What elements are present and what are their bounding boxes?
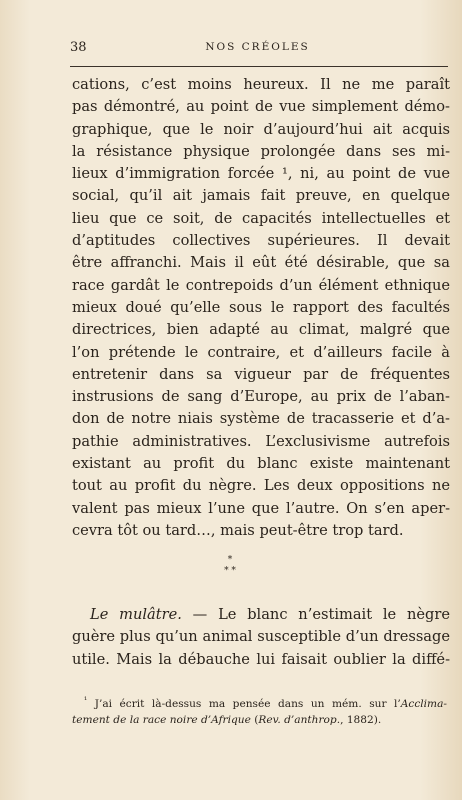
text-line: cations, c’est moins heureux. Il ne me paraît: [72, 76, 450, 93]
text-line: cevra tôt ou tard…, mais peut-être trop tard.: [72, 521, 404, 539]
running-title: NOS CRÉOLES: [205, 41, 310, 53]
footnote-line: tement de la race noire d’Afrique (Rev. d’anthrop., 1882).: [72, 714, 382, 726]
section-paragraph: [72, 604, 450, 671]
footnote-marker: ¹: [84, 695, 88, 705]
running-head: [70, 40, 445, 60]
body-paragraph: [72, 74, 450, 542]
asterism-top: *: [227, 555, 233, 565]
section-first-line-text: — Le blanc n’estimait le nègre: [181, 606, 450, 623]
text-line: pathie administratives. L’exclusivisme autrefois: [72, 432, 450, 450]
text-line: graphique, que le noir d’aujourd’hui ait acquis: [72, 120, 450, 138]
header-rule: [70, 66, 448, 67]
text-line: pas démontré, au point de vue simplement démo-: [72, 98, 450, 116]
text-line: race gardât le contrepoids d’un élément ethnique: [72, 276, 450, 294]
footnote-line: $^{^1}$ J’ai écrit là-dessus ma pensée dans un mém. sur l’Acclima-: [84, 695, 447, 710]
text-line: guère plus qu’un animal susceptible d’un dressage: [72, 628, 450, 646]
text-line: valent pas mieux l’une que l’autre. On s’en aper-: [72, 499, 450, 517]
text-line: directrices, bien adapté au climat, malgré que: [72, 321, 450, 339]
section-first-line: [72, 604, 450, 626]
asterism-bottom: * *: [224, 566, 236, 576]
text-line: entretenir dans sa vigueur par de fréquentes: [72, 365, 450, 383]
text-line: social, qu’il ait jamais fait preuve, en quelque: [72, 187, 450, 205]
text-line: existant au profit du blanc existe maintenant: [72, 455, 450, 473]
text-line: don de notre niais système de tracasserie et d’a-: [72, 410, 450, 428]
text-line: instrusions de sang d’Europe, au prix de l’aban-: [72, 388, 450, 406]
text-line: mieux doué qu’elle sous le rapport des facultés: [72, 298, 450, 316]
footnote: [72, 696, 447, 728]
text-line: lieu que ce soit, de capacités intellectuelles et: [72, 209, 450, 227]
page-number: 38: [70, 40, 87, 55]
text-line: tout au profit du nègre. Les deux oppositions ne: [72, 477, 450, 495]
section-separator: [200, 555, 260, 577]
section-heading: Le mulâtre.: [90, 606, 182, 623]
text-line: être affranchi. Mais il eût été désirable, que sa: [72, 254, 450, 272]
text-line: la résistance physique prolongée dans ses mi-: [72, 142, 450, 160]
text-line: d’aptitudes collectives supérieures. Il devait: [72, 232, 450, 250]
text-line: utile. Mais la débauche lui faisait oublier la diffé-: [72, 650, 450, 668]
text-line: lieux d’immigration forcée ¹, ni, au point de vue: [72, 165, 450, 183]
text-line: l’on prétende le contraire, et d’ailleurs facile à: [72, 343, 450, 361]
